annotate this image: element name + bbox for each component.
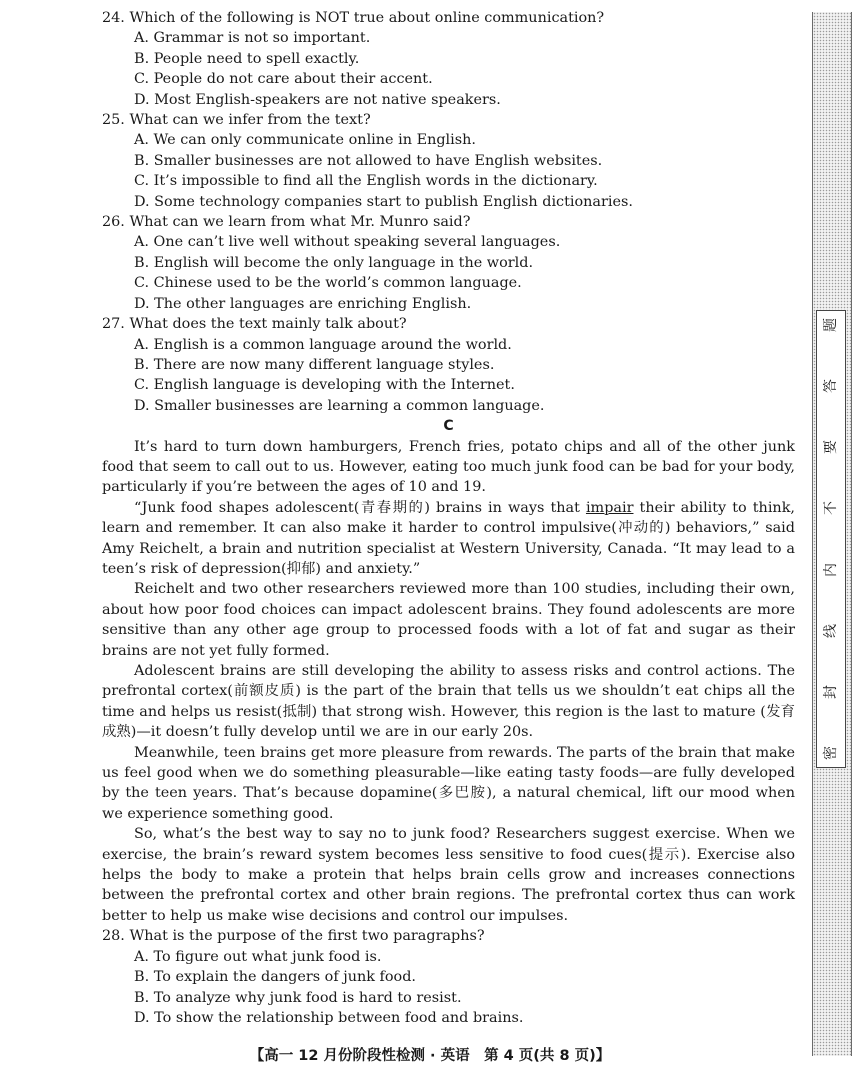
q27-option-a: A. English is a common language around the world.: [134, 336, 512, 353]
question-26-stem: 26. What can we learn from what Mr. Munro said?: [102, 214, 471, 231]
seal-notice-char-5: 内: [823, 562, 839, 577]
question-28-stem: 28. What is the purpose of the first two paragraphs?: [102, 928, 485, 945]
q24-option-d: D. Most English-speakers are not native speakers.: [134, 91, 501, 108]
question-25-stem: 25. What can we infer from the text?: [102, 112, 371, 129]
binding-margin-strip: [812, 12, 852, 1056]
page-footer: 【高一 12 月份阶段性检测 · 英语 第 4 页(共 8 页)】: [249, 1048, 611, 1064]
question-24-stem: 24. Which of the following is NOT true about online communication?: [102, 10, 605, 26]
passage-paragraph-1: It’s hard to turn down hamburgers, French fries, potato chips and all of the other junk food that seem to call out to us. However, eating too much junk food can be bad for your body, particularly if you’re between the ages of 10 and 19.: [102, 438, 795, 496]
passage-paragraph-6: So, what’s the best way to say no to junk food? Researchers suggest exercise. When we exercise, the brain’s reward system becomes less sensitive to food cues(提示). Exercise also helps the body to make a protein that helps brain cells grow and increases connections between the prefrontal cortex and other brain regions. The prefrontal cortex thus can work better to help us make wise decisions and control our impulses.: [102, 826, 795, 924]
q25-option-b: B. Smaller businesses are not allowed to have English websites.: [134, 152, 603, 169]
q28-option-b: B. To explain the dangers of junk food.: [134, 969, 416, 986]
q25-option-d: D. Some technology companies start to publish English dictionaries.: [134, 193, 633, 210]
section-heading: C: [443, 418, 454, 435]
passage-paragraph-4: Adolescent brains are still developing the ability to assess risks and control actions. The prefrontal cortex(前额皮质) is the part of the brain that tells us we shouldn’t eat chips all the time and helps us resist(抵制) that strong wish. However, this region is the last to mature (发育成熟)—it doesn’t fully develop until we are in our early 20s.: [102, 663, 795, 741]
q27-option-b: B. There are now many different language styles.: [134, 356, 495, 373]
q24-option-a: A. Grammar is not so important.: [134, 30, 371, 47]
q26-option-b: B. English will become the only language in the world.: [134, 254, 534, 271]
q28-option-d: D. To show the relationship between food and brains.: [134, 1009, 524, 1026]
seal-notice-char-1: 题: [823, 318, 839, 332]
passage-paragraph-2: [102, 498, 795, 580]
q27-option-d: D. Smaller businesses are learning a common language.: [134, 397, 545, 414]
q27-option-c: C. English language is developing with the Internet.: [134, 377, 515, 394]
paragraph-2-text-end: their ability to think, learn and remember. It can also make it harder to control impulsive(冲动的) behaviors,” said Amy Reichelt, a brain and nutrition specialist at Western University, Canada. “It may lead to a teen’s risk of depression(抑郁) and anxiety.”: [102, 499, 795, 577]
q28-option-b2: B. To analyze why junk food is hard to resist.: [134, 989, 462, 1006]
exam-page-content: [102, 8, 795, 1028]
seal-line-notice: [816, 310, 846, 768]
seal-notice-char-8: 密: [823, 745, 839, 760]
underlined-word-impair: impair: [585, 499, 634, 516]
q24-option-b: B. People need to spell exactly.: [134, 50, 360, 67]
q26-option-a: A. One can’t live well without speaking several languages.: [134, 234, 561, 251]
seal-notice-char-2: 答: [823, 379, 839, 394]
q26-option-d: D. The other languages are enriching English.: [134, 295, 472, 312]
seal-notice-char-4: 不: [823, 501, 839, 516]
seal-notice-char-3: 要: [823, 440, 839, 455]
q25-option-a: A. We can only communicate online in English.: [134, 132, 476, 149]
passage-paragraph-5: Meanwhile, teen brains get more pleasure from rewards. The parts of the brain that make us feel good when we do something pleasurable—like eating tasty foods—are fully developed by the teen years. That’s because dopamine(多巴胺), a natural chemical, lift our mood when we experience something good.: [102, 744, 795, 822]
q28-option-a: A. To figure out what junk food is.: [134, 948, 382, 965]
paragraph-2-text-start: “Junk food shapes adolescent(青春期的) brains in ways that: [134, 499, 586, 516]
q26-option-c: C. Chinese used to be the world’s common language.: [134, 275, 522, 292]
question-27-stem: 27. What does the text mainly talk about?: [102, 316, 407, 333]
seal-notice-char-7: 封: [823, 684, 839, 699]
q24-option-c: C. People do not care about their accent.: [134, 71, 433, 88]
seal-notice-char-6: 线: [823, 623, 839, 638]
passage-paragraph-3: Reichelt and two other researchers reviewed more than 100 studies, including their own, about how poor food choices can impact adolescent brains. They found adolescents are more sensitive than any other age group to processed foods with a lot of fat and sugar as their brains are not yet fully formed.: [102, 581, 795, 659]
q25-option-c: C. It’s impossible to find all the English words in the dictionary.: [134, 173, 598, 190]
